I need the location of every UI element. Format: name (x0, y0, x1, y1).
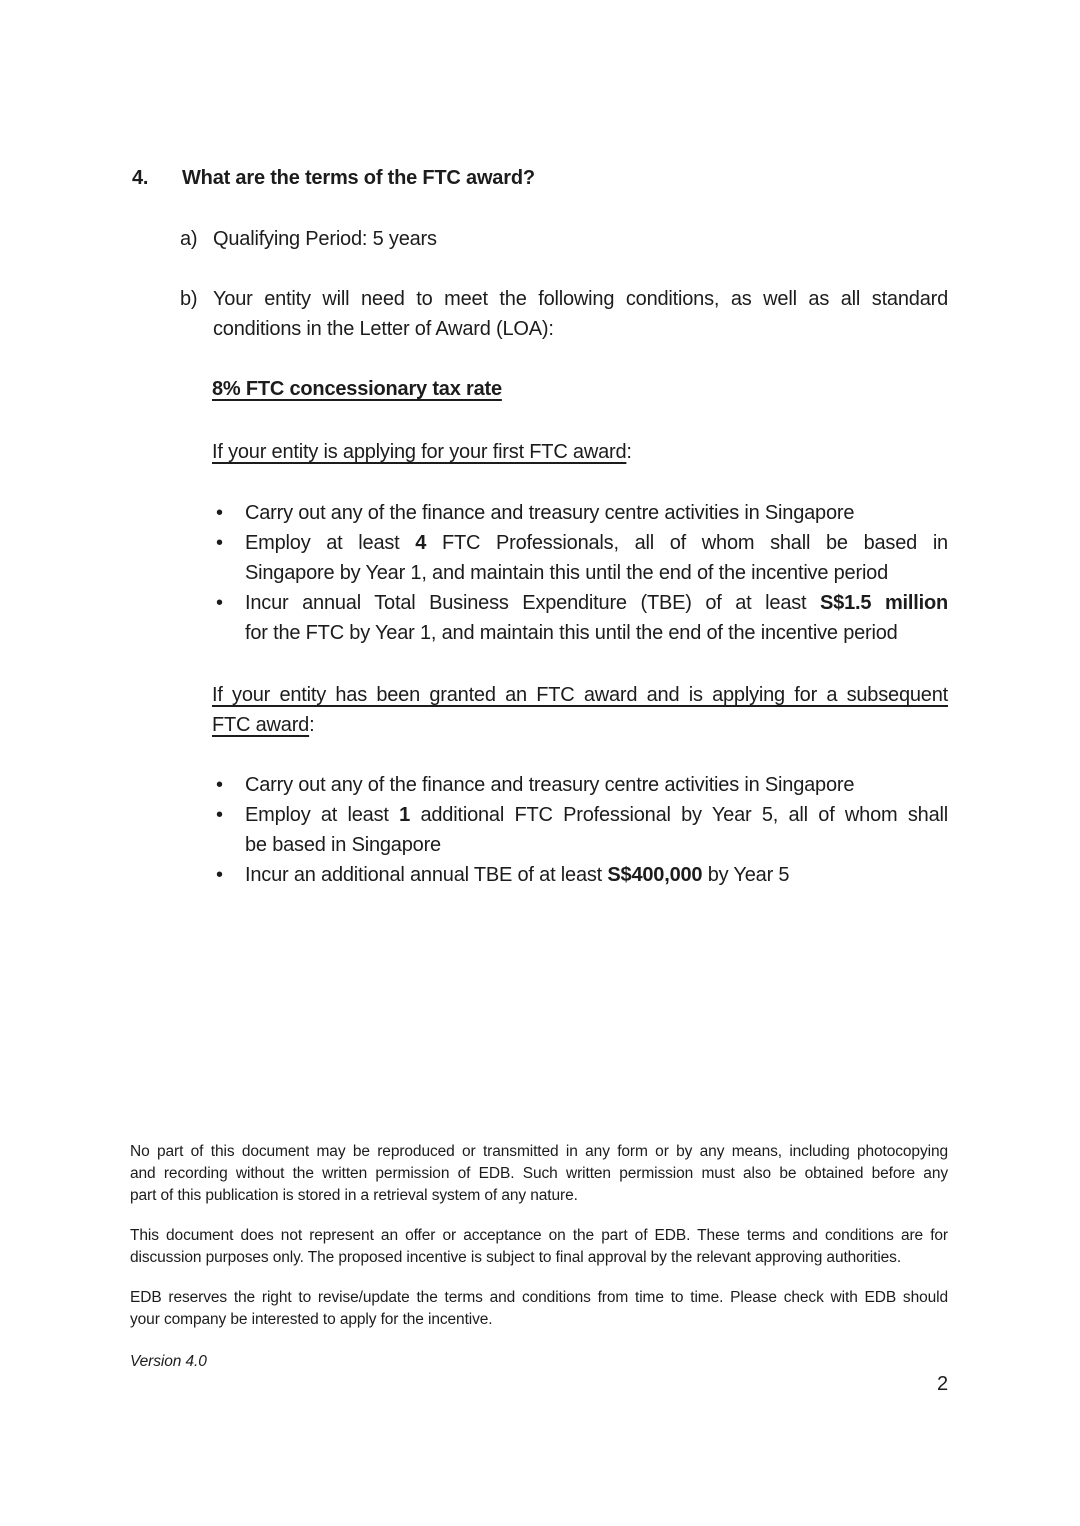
first-award-bullet-list (212, 498, 948, 648)
first-award-heading: If your entity is applying for your first FTC award: (212, 441, 632, 463)
list-item: • Employ at least 4 FTC Professionals, all of whom shall be based in Singapore by Year 1, and maintain this until the end of the incentive period (212, 528, 948, 588)
item-a (180, 224, 948, 254)
question-heading (132, 163, 948, 193)
item-b-label: b) (180, 288, 198, 310)
tax-rate-subheading: 8% FTC concessionary tax rate (212, 378, 502, 400)
question-title: What are the terms of the FTC award? (182, 167, 535, 189)
disclaimer-notice: This document does not represent an offer or acceptance on the part of EDB. These terms and conditions are for discussion purposes only. The proposed incentive is subject to final approval by the relevant approving authorities. (130, 1227, 948, 1266)
list-item: • Employ at least 1 additional FTC Professional by Year 5, all of whom shall be based in Singapore (212, 800, 948, 860)
bullet-marker: • (216, 774, 223, 796)
list-item: • Carry out any of the finance and treasury centre activities in Singapore (212, 498, 948, 528)
bullet-marker: • (216, 592, 223, 614)
list-item: • Incur annual Total Business Expenditure (TBE) of at least S$1.5 million for the FTC by Year 1, and maintain this until the end of the incentive period (212, 588, 948, 648)
item-b (180, 284, 948, 344)
main-content (132, 163, 948, 890)
question-number: 4. (132, 167, 149, 189)
version-label: Version 4.0 (130, 1353, 207, 1370)
page-footer (130, 1141, 948, 1395)
conditions-section (212, 374, 948, 890)
copyright-notice: No part of this document may be reproduced or transmitted in any form or by any means, including photocopying and recording without the written permission of EDB. Such written permission must also be obtained before any part of this publication is stored in a retrieval system of any nature. (130, 1143, 948, 1204)
list-item: • Carry out any of the finance and treasury centre activities in Singapore (212, 770, 948, 800)
subsequent-award-bullet-list (212, 770, 948, 890)
subsequent-award-heading: If your entity has been granted an FTC award and is applying for a subsequent FTC award: (212, 684, 948, 736)
page-number: 2 (936, 1373, 948, 1395)
item-a-label: a) (180, 228, 198, 250)
item-b-text: Your entity will need to meet the following conditions, as well as all standard conditions in the Letter of Award (LOA): (213, 288, 948, 340)
bullet-marker: • (216, 804, 223, 826)
bullet-marker: • (216, 502, 223, 524)
bullet-marker: • (216, 864, 223, 886)
list-item: • Incur an additional annual TBE of at least S$400,000 by Year 5 (212, 860, 948, 890)
item-a-text: Qualifying Period: 5 years (213, 228, 437, 250)
revision-notice: EDB reserves the right to revise/update the terms and conditions from time to time. Please check with EDB should your company be interested to apply for the incentive. (130, 1289, 948, 1328)
bullet-marker: • (216, 532, 223, 554)
